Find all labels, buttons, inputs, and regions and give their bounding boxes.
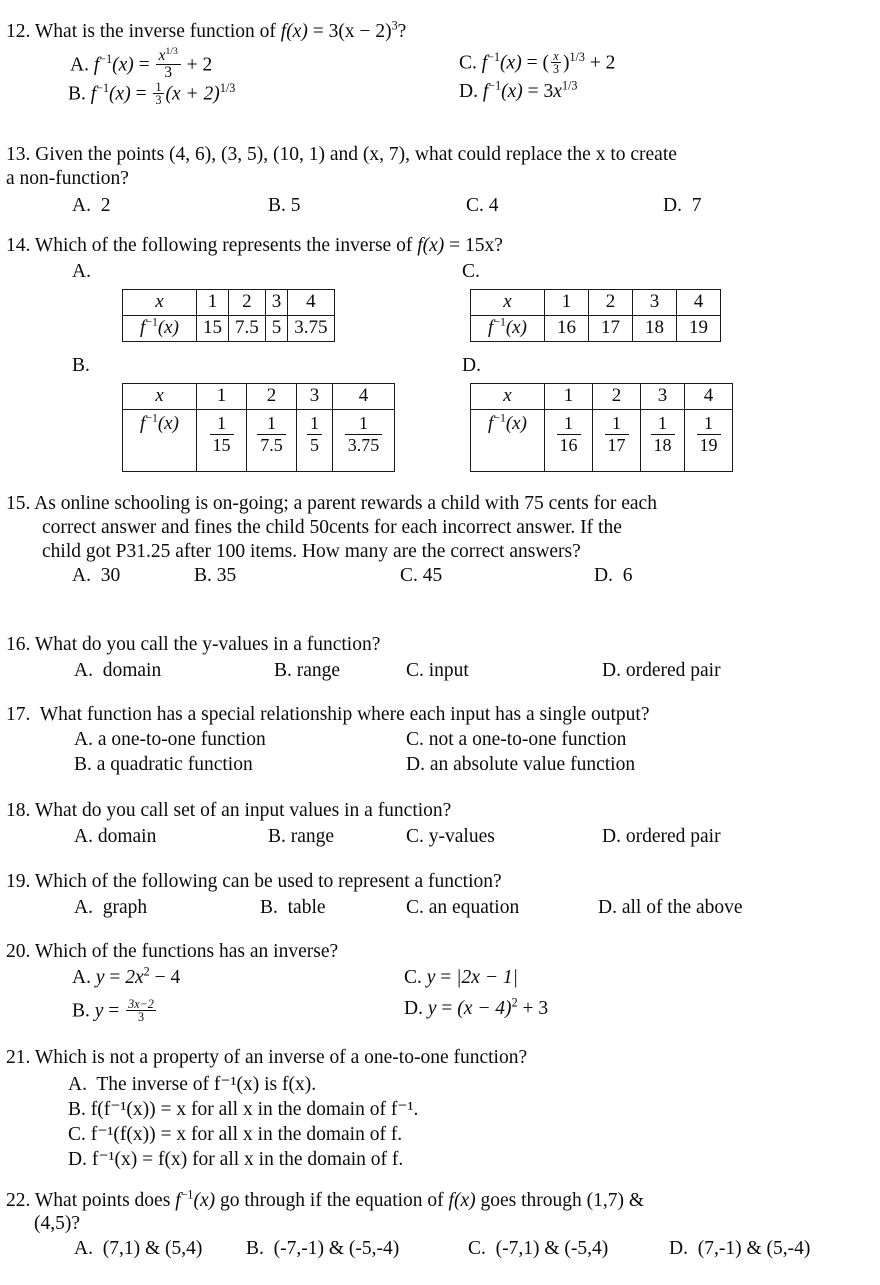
row-header-x: x — [471, 384, 545, 410]
fraction-x-over-3: $\frac{x}{3}$ — [552, 49, 559, 77]
question-22-number: 22. — [6, 1190, 31, 1211]
question-16 — [6, 633, 874, 688]
question-21-stem — [6, 1046, 874, 1069]
cell-fraction: $\frac{1}{15}$ — [197, 409, 247, 471]
question-12-options — [6, 45, 874, 110]
question-19 — [6, 870, 874, 925]
table-row — [471, 384, 733, 410]
question-15-stem-line-2: correct answer and fines the child 50cents for each incorrect answer. If the — [42, 516, 622, 538]
option-18-b[interactable]: B. range — [268, 826, 335, 847]
option-18-c[interactable]: C. y-values — [406, 826, 495, 847]
cell-value: 17 — [589, 315, 633, 341]
question-17 — [6, 703, 874, 781]
row-header-x: x — [123, 384, 197, 410]
question-20-number: 20. — [6, 941, 31, 962]
cell-header: 2 — [247, 384, 297, 410]
cell-header: 3 — [265, 290, 288, 316]
option-20-b[interactable]: B. y = $\frac{3x-2}{3}$ — [72, 997, 154, 1025]
question-15-stem-line-3: child got P31.25 after 100 items. How many are the correct answers? — [42, 540, 581, 562]
fraction-one-third: $\frac{1}{3}$ — [155, 80, 162, 108]
option-19-b[interactable]: B. table — [260, 897, 326, 918]
option-14-c-table-wrap[interactable] — [470, 289, 721, 342]
option-17-d[interactable]: D. an absolute value function — [406, 754, 636, 775]
table-row — [123, 290, 335, 316]
option-21-d[interactable]: D. f⁻¹(x) = f(x) for all x in the domain of f. — [68, 1149, 404, 1170]
question-22-stem-text: What points does $f^{-1}(x)$ go through if the equation of f(x) goes through (1,7) & — [34, 1187, 645, 1211]
table-row — [123, 384, 395, 410]
option-18-a[interactable]: A. domain — [74, 826, 157, 847]
question-21-number: 21. — [6, 1047, 31, 1068]
question-12 — [6, 20, 874, 110]
row-header-x: x — [471, 290, 545, 316]
cell-header: 1 — [545, 384, 593, 410]
question-19-options — [6, 897, 874, 925]
cell-fraction: $\frac{1}{18}$ — [641, 409, 685, 471]
question-13-stem-line-2: a non-function? — [6, 168, 129, 189]
option-13-d[interactable]: D. 7 — [663, 195, 702, 216]
cell-header: 4 — [677, 290, 721, 316]
option-15-d[interactable]: D. 6 — [594, 565, 633, 587]
option-14-b-label[interactable]: B. — [72, 355, 90, 376]
option-20-d[interactable]: D. $y = (x - 4)^2 + 3$ — [404, 995, 549, 1019]
table-14-b — [122, 383, 395, 472]
question-14-stem-text: Which of the following represents the inverse of f(x) = 15x? — [34, 235, 503, 256]
cell-header: 1 — [545, 290, 589, 316]
cell-header: 4 — [685, 384, 733, 410]
question-13 — [6, 143, 874, 223]
option-16-c[interactable]: C. input — [406, 660, 469, 681]
cell-header: 2 — [593, 384, 641, 410]
cell-header: 1 — [197, 290, 229, 316]
cell-value: 5 — [265, 315, 288, 341]
question-18-number: 18. — [6, 800, 31, 821]
cell-header: 4 — [333, 384, 395, 410]
option-15-b[interactable]: B. 35 — [194, 565, 237, 587]
option-19-c[interactable]: C. an equation — [406, 897, 520, 918]
question-18-stem-text: What do you call set of an input values in a function? — [34, 800, 452, 821]
cell-fraction: $\frac{1}{19}$ — [685, 409, 733, 471]
cell-value: 7.5 — [229, 315, 266, 341]
option-22-b[interactable]: B. (-7,-1) & (-5,-4) — [246, 1238, 400, 1259]
option-17-b[interactable]: B. a quadratic function — [74, 754, 253, 775]
option-22-d[interactable]: D. (7,-1) & (5,-4) — [669, 1238, 811, 1259]
option-20-a[interactable]: A. $y = 2x^2 - 4$ — [72, 964, 181, 988]
option-22-c[interactable]: C. (-7,1) & (-5,4) — [468, 1238, 609, 1259]
question-22 — [6, 1189, 874, 1266]
question-20-stem-text: Which of the functions has an inverse? — [34, 941, 339, 962]
table-14-c — [470, 289, 721, 342]
question-14-stem — [6, 234, 874, 257]
question-16-number: 16. — [6, 634, 31, 655]
option-16-d[interactable]: D. ordered pair — [602, 660, 721, 681]
table-row — [471, 290, 721, 316]
cell-value: 19 — [677, 315, 721, 341]
question-22-stem — [6, 1189, 874, 1212]
option-14-d-label[interactable]: D. — [462, 355, 481, 376]
question-17-number: 17. — [6, 704, 31, 725]
option-13-b[interactable]: B. 5 — [268, 195, 301, 216]
option-16-a[interactable]: A. domain — [74, 660, 162, 681]
cell-header: 3 — [641, 384, 685, 410]
question-15-options — [6, 565, 874, 593]
question-15 — [6, 492, 874, 593]
option-13-c[interactable]: C. 4 — [466, 195, 499, 216]
option-13-a[interactable]: A. 2 — [72, 195, 111, 216]
question-21-stem-text: Which is not a property of an inverse of a one-to-one function? — [34, 1047, 528, 1068]
table-row — [471, 409, 733, 471]
question-18-options — [6, 826, 874, 854]
question-14 — [6, 234, 874, 257]
row-header-finv: $f^{-1}(x)$ — [471, 409, 545, 471]
question-13-stem-line-1: Given the points (4, 6), (3, 5), (10, 1) and (x, 7), what could replace the x to create — [35, 144, 677, 165]
question-19-stem-text: Which of the following can be used to represent a function? — [34, 871, 502, 892]
question-20-stem — [6, 940, 874, 963]
question-16-stem-text: What do you call the y-values in a function? — [34, 634, 381, 655]
cell-fraction: $\frac{1}{17}$ — [593, 409, 641, 471]
option-12-c[interactable]: C. $f^{-1}(x)$ = ( $\frac{x}{3}$ )$^{1/3}$ + 2 — [459, 49, 616, 77]
cell-value: 3.75 — [288, 315, 334, 341]
question-17-options — [6, 729, 874, 781]
row-header-x: x — [123, 290, 197, 316]
question-22-stem-line-2: (4,5)? — [34, 1213, 81, 1234]
question-15-number: 15. — [6, 493, 31, 514]
question-13-number: 13. — [6, 144, 31, 165]
option-15-c[interactable]: C. 45 — [400, 565, 443, 587]
table-row — [123, 315, 335, 341]
option-18-d[interactable]: D. ordered pair — [602, 826, 721, 847]
row-header-finv: $f^{-1}(x)$ — [123, 409, 197, 471]
question-22-options — [6, 1238, 874, 1266]
table-14-a — [122, 289, 335, 342]
cell-fraction: $\frac{1}{5}$ — [297, 409, 333, 471]
cell-header: 4 — [288, 290, 334, 316]
question-19-stem — [6, 870, 874, 893]
option-20-c[interactable]: C. y = |2x − 1| — [404, 967, 518, 988]
cell-fraction: $\frac{1}{3.75}$ — [333, 409, 395, 471]
question-17-stem-text: What function has a special relationship where each input has a single output? — [39, 704, 650, 725]
question-21-options — [6, 1072, 874, 1176]
option-16-b[interactable]: B. range — [274, 660, 341, 681]
option-19-a[interactable]: A. graph — [74, 897, 148, 918]
option-12-d[interactable]: D. $f^{-1}(x) = 3x^{1/3}$ — [459, 78, 578, 102]
option-14-d-table-wrap[interactable] — [470, 383, 733, 472]
question-12-number: 12. — [6, 21, 31, 42]
table-row — [123, 409, 395, 471]
question-12-stem-text: What is the inverse function of $f(x) = 3(x - 2)^3$? — [34, 18, 407, 42]
cell-fraction: $\frac{1}{7.5}$ — [247, 409, 297, 471]
option-22-a[interactable]: A. (7,1) & (5,4) — [74, 1238, 203, 1259]
cell-fraction: $\frac{1}{16}$ — [545, 409, 593, 471]
option-15-a[interactable]: A. 30 — [72, 565, 121, 587]
option-14-a-label[interactable]: A. — [72, 261, 91, 282]
option-21-a[interactable]: A. The inverse of f⁻¹(x) is f(x). — [68, 1074, 317, 1095]
cell-value: 18 — [633, 315, 677, 341]
fraction-3x-minus-2-over-3: $\frac{3x-2}{3}$ — [128, 997, 154, 1025]
question-13-stem — [6, 143, 874, 166]
question-15-stem — [6, 492, 838, 516]
cell-value: 16 — [545, 315, 589, 341]
option-14-c-label[interactable]: C. — [462, 261, 480, 282]
cell-header: 3 — [297, 384, 333, 410]
row-header-finv: $f^{-1}(x)$ — [471, 315, 545, 341]
question-19-number: 19. — [6, 871, 31, 892]
option-17-a[interactable]: A. a one-to-one function — [74, 729, 266, 750]
question-14-number: 14. — [6, 235, 31, 256]
question-12-stem — [6, 20, 874, 43]
option-12-a[interactable]: A. $f^{-1}(x)$ = $\frac{x^{1/3}}{3}$ + 2 — [70, 45, 213, 82]
table-row — [471, 315, 721, 341]
table-14-d — [470, 383, 733, 472]
option-14-a-table-wrap[interactable] — [122, 289, 335, 342]
option-21-b[interactable]: B. f(f⁻¹(x)) = x for all x in the domain of f⁻¹. — [68, 1099, 419, 1120]
question-13-options — [6, 195, 874, 223]
option-21-c[interactable]: C. f⁻¹(f(x)) = x for all x in the domain of f. — [68, 1124, 403, 1145]
fraction-x13-over-3: $\frac{x^{1/3}}{3}$ — [156, 48, 181, 82]
question-16-stem — [6, 633, 874, 656]
question-21 — [6, 1046, 874, 1176]
question-20-options — [6, 964, 874, 1035]
question-18 — [6, 799, 874, 854]
cell-header: 2 — [589, 290, 633, 316]
question-15-stem-line-1: As online schooling is on-going; a parent rewards a child with 75 cents for each — [34, 493, 657, 514]
cell-header: 1 — [197, 384, 247, 410]
question-20 — [6, 940, 874, 1035]
option-12-b[interactable]: B. $f^{-1}(x)$ = $\frac{1}{3}$ $(x + 2)^{1/3}$ — [68, 80, 236, 108]
row-header-finv: $f^{-1}(x)$ — [123, 315, 197, 341]
option-17-c[interactable]: C. not a one-to-one function — [406, 729, 627, 750]
cell-value: 15 — [197, 315, 229, 341]
option-14-b-table-wrap[interactable] — [122, 383, 395, 472]
question-17-stem — [6, 703, 874, 726]
cell-header: 2 — [229, 290, 266, 316]
question-18-stem — [6, 799, 874, 822]
cell-header: 3 — [633, 290, 677, 316]
option-19-d[interactable]: D. all of the above — [598, 897, 743, 918]
question-16-options — [6, 660, 874, 688]
